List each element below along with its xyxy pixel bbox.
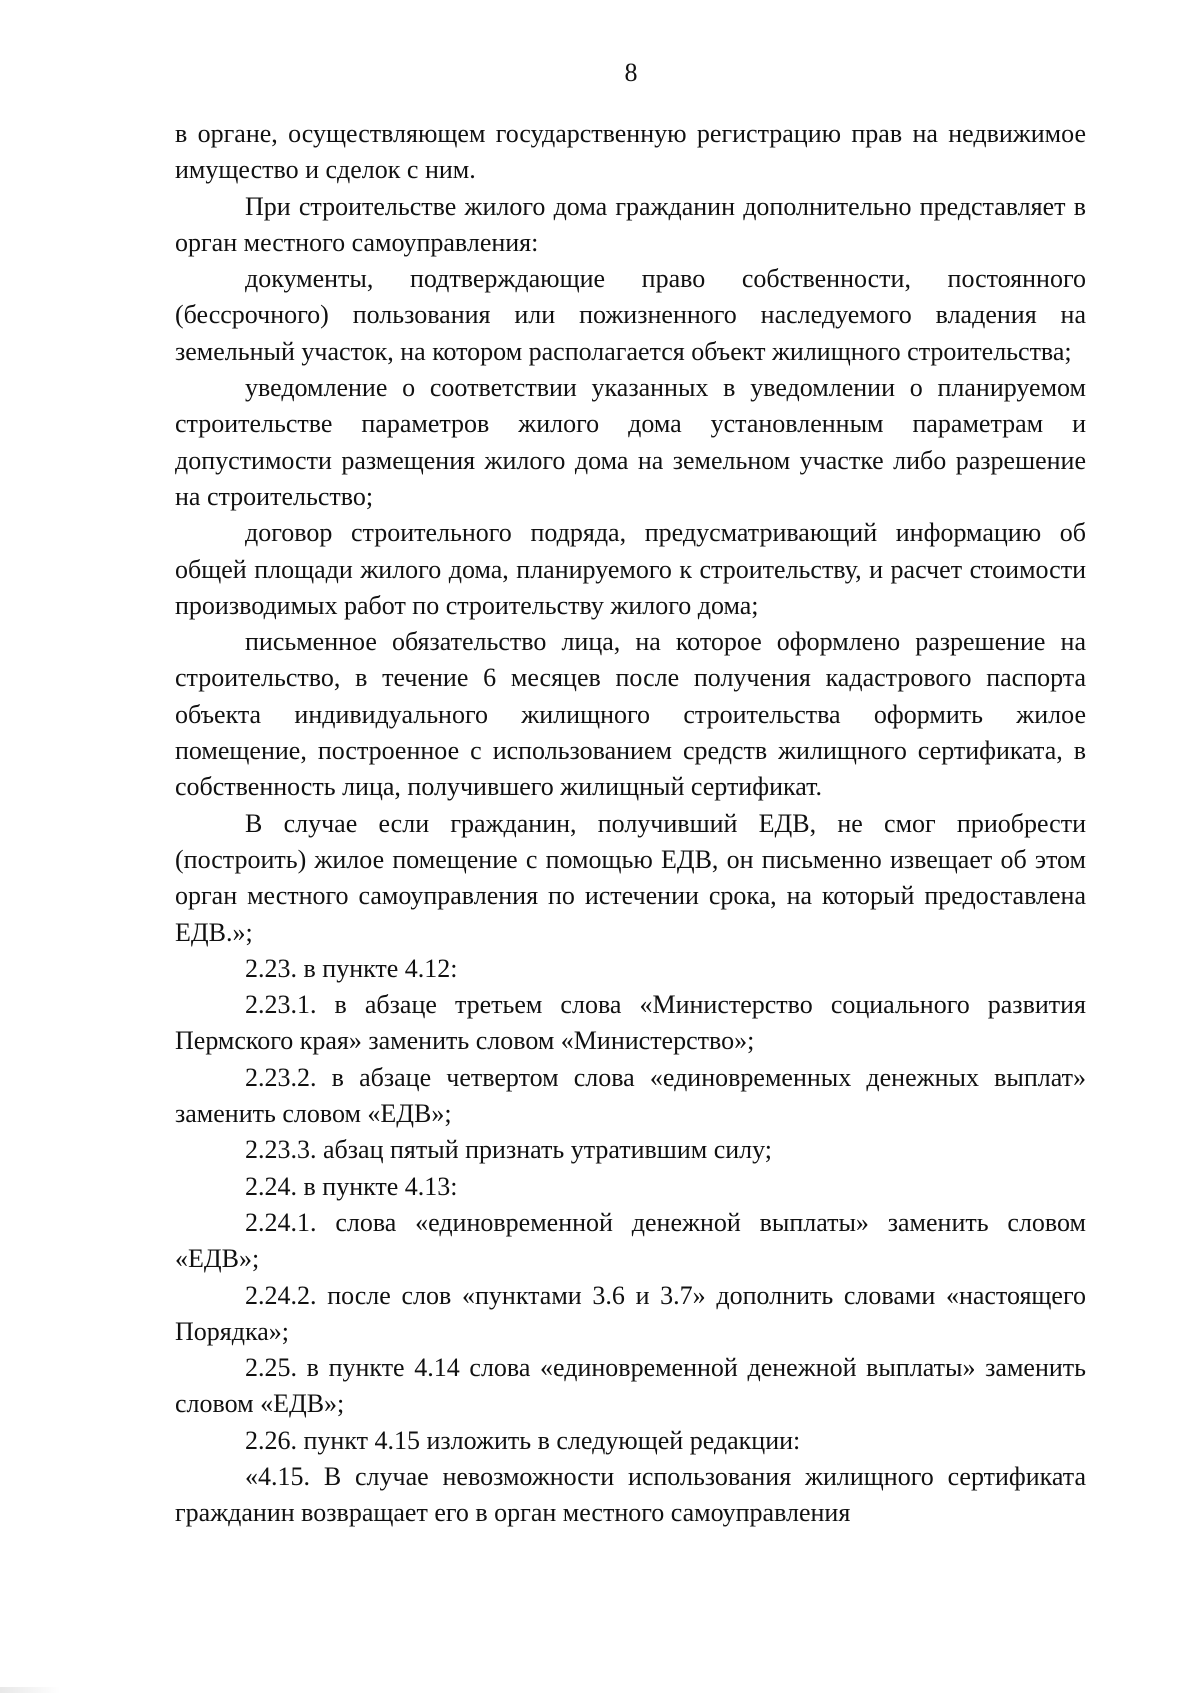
paragraph-item-2-23-2: 2.23.2. в абзаце четвертом слова «единовременных денежных выплат» заменить словом «ЕДВ»; <box>175 1062 1086 1129</box>
paragraph-item-2-23: 2.23. в пункте 4.12: <box>245 953 458 983</box>
paragraph-edv-notice: В случае если гражданин, получивший ЕДВ, не смог приобрести (построить) жилое помещение с помощью ЕДВ, он письменно извещает об этом орган местного самоуправления по истечении срока, на который предоставлена ЕДВ.»; <box>175 808 1086 947</box>
paragraph-land-ownership-documents: документы, подтверждающие право собственности, постоянного (бессрочного) пользования или пожизненного наследуемого владения на земельный участок, на котором располагается объект жилищного строительства; <box>175 264 1086 366</box>
paragraph-item-2-24: 2.24. в пункте 4.13: <box>245 1171 458 1201</box>
page-number: 8 <box>624 58 638 87</box>
paragraph-construction-notification: уведомление о соответствии указанных в уведомлении о планируемом строительстве параметров жилого дома установленным параметрам и допустимости размещения жилого дома на земельном участке либо разрешение на строительство; <box>175 373 1086 511</box>
paragraph-item-2-24-2: 2.24.2. после слов «пунктами 3.6 и 3.7» дополнить словами «настоящего Порядка»; <box>175 1280 1086 1346</box>
scan-edge-mark <box>0 1687 60 1693</box>
paragraph-item-2-26: 2.26. пункт 4.15 изложить в следующей редакции: <box>245 1425 801 1455</box>
paragraph-construction-contract: договор строительного подряда, предусматривающий информацию об общей площади жилого дома, планируемого к строительству, и расчет стоимости производимых работ по строительству жилого дома; <box>175 518 1086 620</box>
paragraph-registration-continuation: в органе, осуществляющем государственную регистрацию прав на недвижимое имущество и сделок с ним. <box>175 119 1086 185</box>
paragraph-item-2-25: 2.25. в пункте 4.14 слова «единовременной денежной выплаты» заменить словом «ЕДВ»; <box>175 1353 1086 1419</box>
paragraph-item-2-23-1: 2.23.1. в абзаце третьем слова «Министерство социального развития Пермского края» заменить словом «Министерство»; <box>175 990 1086 1056</box>
paragraph-item-2-23-3: 2.23.3. абзац пятый признать утратившим силу; <box>245 1135 773 1165</box>
paragraph-item-2-24-1: 2.24.1. слова «единовременной денежной выплаты» заменить словом «ЕДВ»; <box>175 1207 1086 1274</box>
document-body <box>175 116 1086 1532</box>
paragraph-item-4-15: «4.15. В случае невозможности использования жилищного сертификата гражданин возвращает его в орган местного самоуправления <box>175 1461 1086 1528</box>
paragraph-written-obligation: письменное обязательство лица, на которое оформлено разрешение на строительство, в течение 6 месяцев после получения кадастрового паспорта объекта индивидуального жилищного строительства оформить жилое помещение, построенное с использованием средств жилищного сертификата, в собственность лица, получившего жилищный сертификат. <box>175 627 1086 802</box>
paragraph-construction-intro: При строительстве жилого дома гражданин дополнительно представляет в орган местного самоуправления: <box>175 191 1086 257</box>
